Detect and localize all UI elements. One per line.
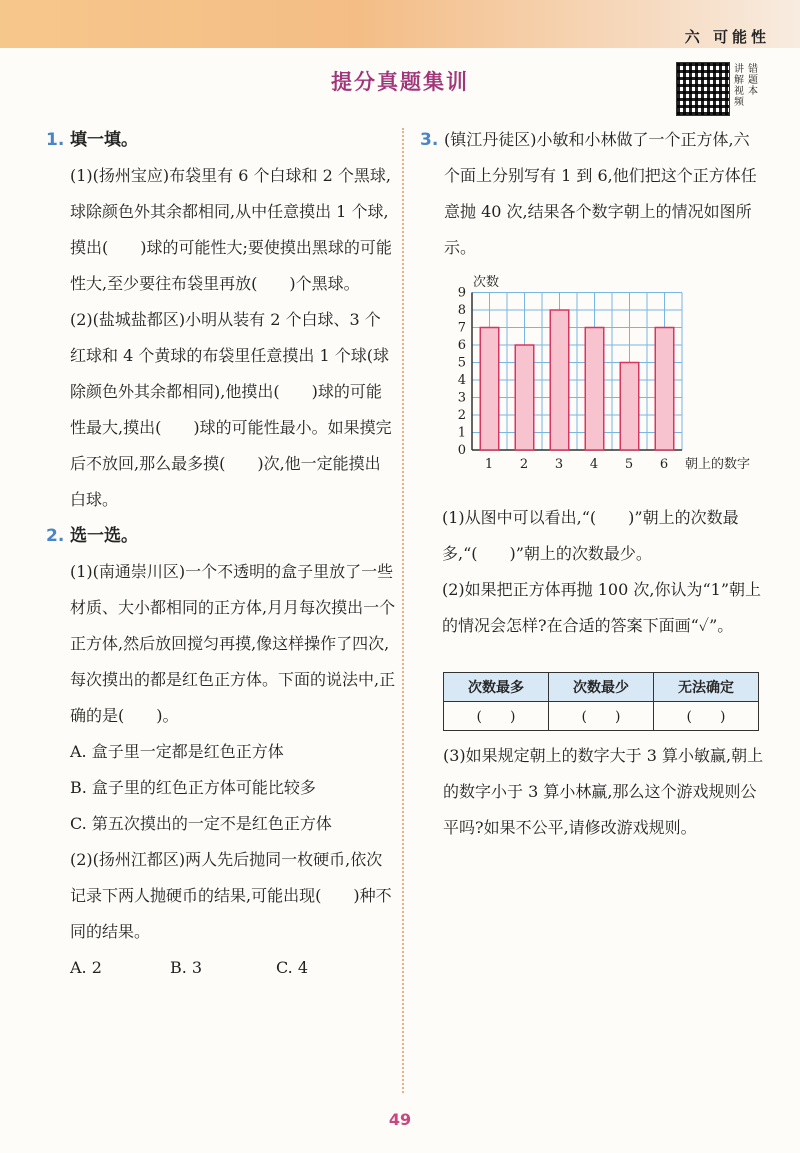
chapter-label: 六 可能性 (684, 28, 770, 46)
bar-chart (440, 272, 760, 482)
q1-part1: (1)(扬州宝应)布袋里有 6 个白球和 2 个黑球,球除颜色外其余都相同,从中任意摸出 1 个球,摸出( )球的可能性大;要使摸出黑球的可能性大,至少要往布袋里再放( )个黑球。 (70, 166, 392, 293)
y-tick-label: 5 (457, 355, 466, 371)
y-tick-label: 2 (457, 408, 466, 423)
table-header-least: 次数最少 (549, 673, 654, 702)
q2-choices (70, 950, 396, 986)
q3-part1: (1)从图中可以看出,“( )”朝上的次数最多,“( )”朝上的次数最少。 (442, 508, 739, 563)
qr-label-video: 讲解视频 (734, 64, 744, 108)
question-1-heading (46, 122, 396, 158)
column-divider (402, 128, 404, 1093)
q3-part2: (2)如果把正方体再抛 100 次,你认为“1”朝上的情况会怎样?在合适的答案下面画“✓”。 (442, 580, 762, 635)
bar-1 (480, 328, 499, 451)
choice-c: C. 4 (276, 958, 309, 977)
y-tick-label: 8 (457, 303, 466, 318)
section-title: 提分真题集训 (331, 70, 469, 94)
table-header-most: 次数最多 (444, 673, 549, 702)
y-tick-label: 0 (457, 443, 466, 458)
choice-a: A. 2 (70, 958, 102, 977)
x-tick-label: 6 (659, 457, 669, 472)
page-header-band (0, 0, 800, 48)
answer-table (443, 672, 759, 731)
y-tick-label: 9 (457, 285, 466, 301)
x-axis-label: 朝上的数字 (685, 457, 751, 472)
question-3-heading (420, 122, 765, 266)
x-tick-label: 1 (484, 457, 494, 472)
table-header-uncertain: 无法确定 (654, 673, 759, 702)
page-number: 49 (388, 1110, 412, 1129)
q3-part3: (3)如果规定朝上的数字大于 3 算小敏赢,朝上的数字小于 3 算小林赢,那么这个游戏规则公平吗?如果不公平,请修改游戏规则。 (443, 746, 764, 837)
y-tick-label: 4 (457, 373, 466, 388)
bar-5 (620, 363, 639, 451)
y-tick-label: 7 (457, 320, 466, 336)
bar-4 (585, 328, 604, 451)
q2-option-c: C. 第五次摸出的一定不是红色正方体 (70, 814, 332, 833)
q2-option-a: A. 盒子里一定都是红色正方体 (70, 742, 284, 761)
q3-intro: (镇江丹徒区)小敏和小林做了一个正方体,六个面上分别写有 1 到 6,他们把这个正方体任意抛 40 次,结果各个数字朝上的情况如图所示。 (444, 130, 757, 257)
answer-cell[interactable]: ( ) (549, 702, 654, 731)
answer-cell[interactable]: ( ) (654, 702, 759, 731)
y-tick-label: 6 (457, 338, 466, 353)
q1-part2: (2)(盐城盐都区)小明从装有 2 个白球、3 个红球和 4 个黄球的布袋里任意摸出 1 个球(球除颜色外其余都相同),他摸出( )球的可能性最大,摸出( )球的可能性最小。如果摸完后不放回,那么最多摸( )次,他一定能摸出白球。 (70, 310, 392, 509)
bar-3 (550, 310, 569, 450)
question-title: 选一选。 (70, 526, 138, 546)
q2-part1: (1)(南通崇川区)一个不透明的盒子里放了一些材质、大小都相同的正方体,月月每次摸出一个正方体,然后放回搅匀再摸,像这样操作了四次,每次摸出的都是红色正方体。下面的说法中,正确的是( )。 (70, 562, 396, 725)
question-number: 1. (46, 130, 65, 150)
bar-2 (515, 345, 534, 450)
y-axis-label: 次数 (473, 275, 500, 290)
question-number: 2. (46, 526, 65, 546)
question-2-heading (46, 518, 396, 554)
x-tick-label: 3 (554, 457, 564, 472)
choice-b: B. 3 (170, 958, 203, 977)
y-tick-label: 3 (457, 390, 466, 406)
x-tick-label: 5 (624, 457, 634, 472)
qr-label-mistakes: 错题本 (748, 64, 758, 97)
x-tick-label: 4 (589, 457, 599, 472)
question-title: 填一填。 (70, 130, 138, 150)
qr-code-icon[interactable] (676, 62, 730, 116)
q2-part2: (2)(扬州江都区)两人先后抛同一枚硬币,依次记录下两人抛硬币的结果,可能出现( )种不同的结果。 (70, 850, 392, 941)
x-tick-label: 2 (519, 457, 529, 472)
question-number: 3. (420, 130, 439, 150)
q2-option-b: B. 盒子里的红色正方体可能比较多 (70, 778, 316, 797)
y-tick-label: 1 (457, 425, 466, 441)
bar-6 (655, 328, 674, 451)
chart-grid (472, 293, 682, 451)
answer-cell[interactable]: ( ) (444, 702, 549, 731)
left-column (46, 122, 396, 986)
